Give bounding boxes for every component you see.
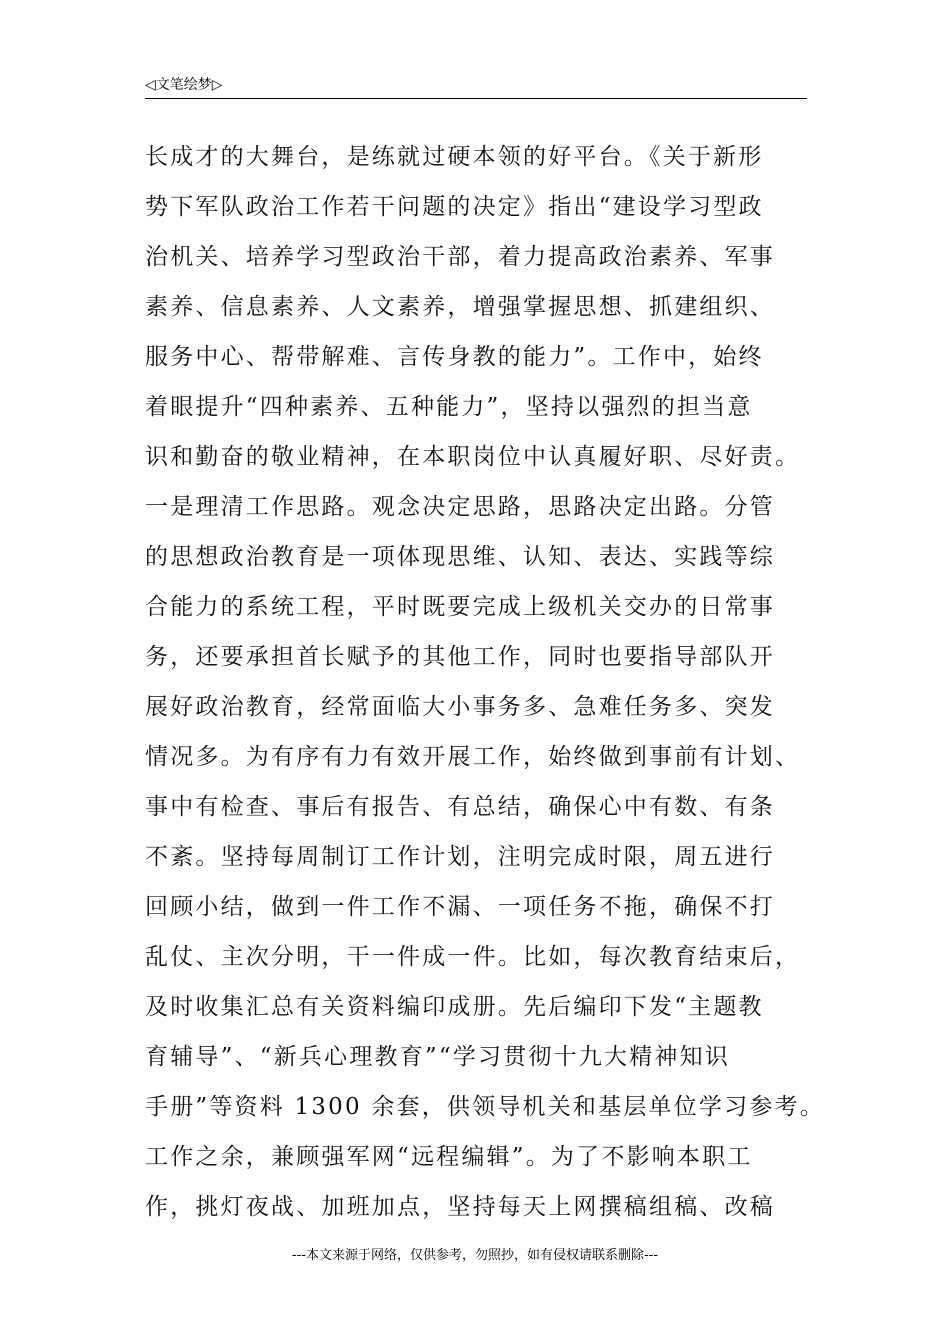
text-line: 势下军队政治工作若干问题的决定》指出“建设学习型政 (145, 194, 764, 220)
text-line: 展好政治教育，经常面临大小事务多、急难任务多、突发 (145, 694, 775, 720)
text-line: 不紊。坚持每周制订工作计划，注明完成时限，周五进行 (145, 844, 775, 870)
text-line: 一是理清工作思路。观念决定思路，思路决定出路。分管 (145, 494, 775, 520)
document-body (145, 132, 825, 1232)
text-line: 及时收集汇总有关资料编印成册。先后编印下发“主题教 (145, 994, 764, 1020)
text-line: 识和勤奋的敬业精神，在本职岗位中认真履好职、尽好责。 (145, 444, 801, 470)
header-title: ◁文笔绘梦▷ (145, 77, 223, 93)
text-line: 的思想政治教育是一项体现思维、认知、表达、实践等综 (145, 544, 775, 570)
text-line: 作，挑灯夜战、加班加点，坚持每天上网撰稿组稿、改稿 (145, 1194, 775, 1220)
text-line: 情况多。为有序有力有效开展工作，始终做到事前有计划、 (145, 744, 801, 770)
text-line: 长成才的大舞台，是练就过硬本领的好平台。《关于新形 (145, 144, 764, 170)
page-header (145, 72, 807, 99)
page-footer: ---本文来源于网络，仅供参考，勿照抄，如有侵权请联系删除--- (291, 1248, 659, 1263)
text-line: 事中有检查、事后有报告、有总结，确保心中有数、有条 (145, 794, 775, 820)
text-line: 乱仗、主次分明，干一件成一件。比如，每次教育结束后， (145, 944, 801, 970)
text-line: 手册”等资料 1300 余套，供领导机关和基层单位学习参考。 (145, 1094, 825, 1120)
text-line: 务，还要承担首长赋予的其他工作，同时也要指导部队开 (145, 644, 775, 670)
text-line: 工作之余，兼顾强军网“远程编辑”。为了不影响本职工 (145, 1144, 753, 1170)
text-line: 治机关、培养学习型政治干部，着力提高政治素养、军事 (145, 244, 775, 270)
text-line: 着眼提升“四种素养、五种能力”，坚持以强烈的担当意 (145, 394, 753, 420)
text-line: 合能力的系统工程，平时既要完成上级机关交办的日常事 (145, 594, 775, 620)
text-line: 回顾小结，做到一件工作不漏、一项任务不拖，确保不打 (145, 894, 775, 920)
text-line: 育辅导”、“新兵心理教育”“学习贯彻十九大精神知识 (145, 1044, 731, 1070)
text-line: 素养、信息素养、人文素养，增强掌握思想、抓建组织、 (145, 294, 775, 320)
text-line: 服务中心、帮带解难、言传身教的能力”。工作中，始终 (145, 344, 764, 370)
